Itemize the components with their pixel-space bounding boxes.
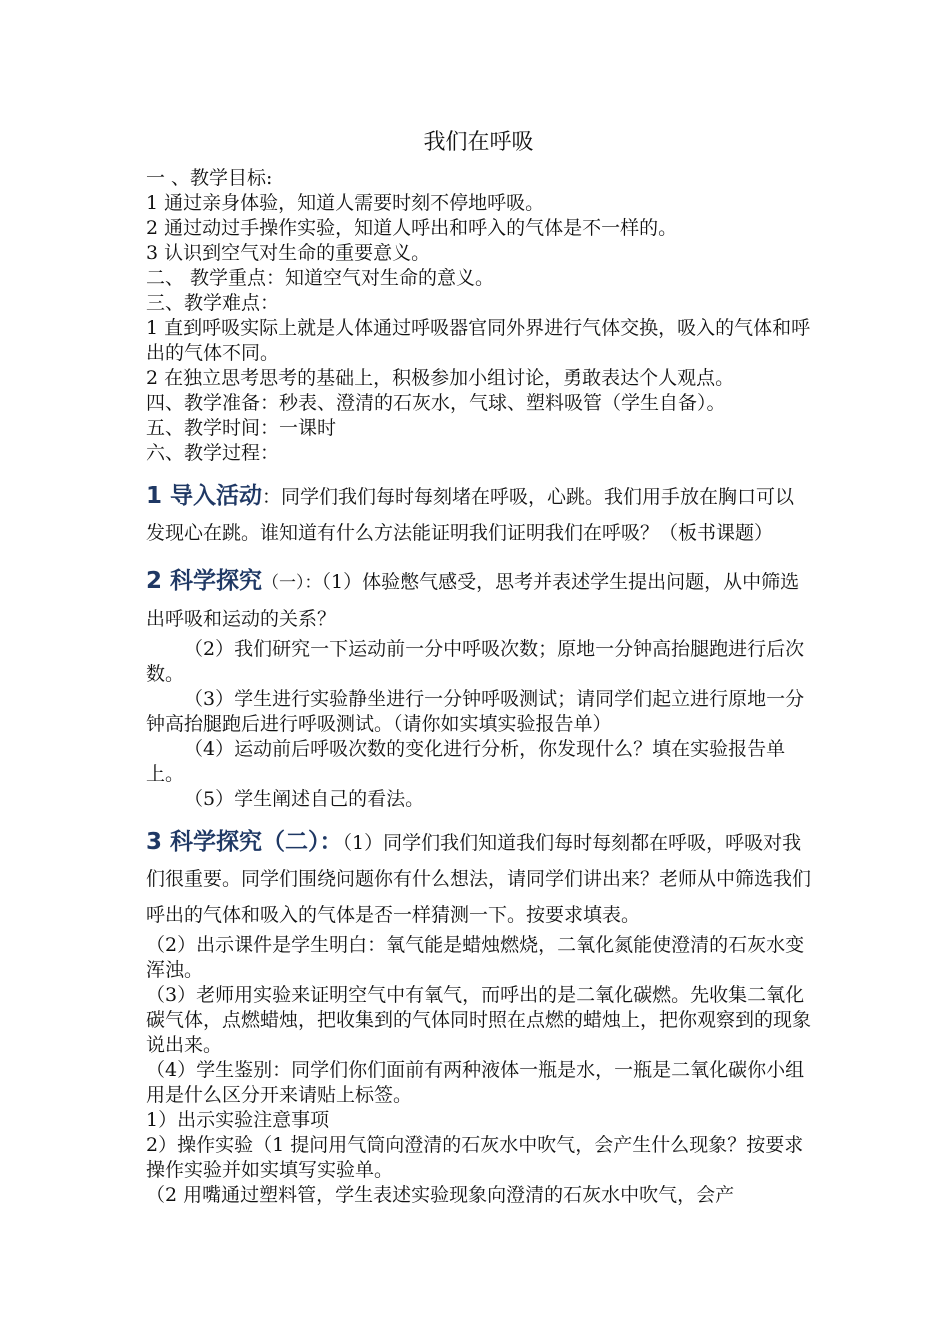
section3 — [146, 824, 811, 933]
key-point: 二、 教学重点：知道空气对生命的意义。 — [146, 267, 495, 289]
section2-text: （1）体验憋气感受，思考并表述学生提出问题，从中筛选出呼吸和运动的关系？ — [146, 571, 800, 630]
difficulty-heading: 三、教学难点： — [146, 292, 280, 314]
section2-heading: 2 科学探究 — [146, 568, 263, 594]
document-title: 我们在呼吸 — [423, 130, 534, 155]
goal-item: 2 通过动过手操作实验，知道人呼出和呼入的气体是不一样的。 — [146, 217, 678, 239]
section1-text: 同学们我们每时每刻堵在呼吸，心跳。我们用手放在胸口可以发现心在跳。谁知道有什么方法能证明我们证明我们在呼吸？（板书课题） — [146, 486, 795, 544]
goal-item: 1 通过亲身体验，知道人需要时刻不停地呼吸。 — [146, 192, 545, 214]
section3-text: （1）同学们我们知道我们每时每刻都在呼吸，呼吸对我们很重要。同学们围绕问题你有什么想法，请同学们讲出来？老师从中筛选我们呼出的气体和吸入的气体是否一样猜测一下。按要求填表。 — [146, 832, 812, 926]
goal-item: 3 认识到空气对生命的重要意义。 — [146, 242, 431, 264]
section3-item: （4）学生鉴别：同学们你们面前有两种液体一瓶是水，一瓶是二氧化碳你小组用是什么区分开来请贴上标签。 — [146, 1059, 805, 1106]
section1 — [146, 478, 811, 551]
section2 — [146, 563, 811, 637]
section3-item: （2 用嘴通过塑料管，学生表述实验现象向澄清的石灰水中吹气，会产 — [146, 1184, 735, 1206]
difficulty-item: 1 直到呼吸实际上就是人体通过呼吸器官同外界进行气体交换，吸入的气体和呼出的气体不同。 — [146, 317, 811, 364]
preparation: 四、教学准备：秒表、澄清的石灰水，气球、塑料吸管（学生自备）。 — [146, 392, 726, 414]
section2-item: （4）运动前后呼吸次数的变化进行分析，你发现什么？填在实验报告单上。 — [146, 738, 786, 785]
goals-heading: 一 、教学目标: — [146, 167, 273, 189]
section2-sub: （一）： — [262, 573, 322, 593]
process-heading: 六、教学过程： — [146, 442, 280, 464]
document-body — [146, 128, 811, 1208]
difficulty-item: 2 在独立思考思考的基础上，积极参加小组讨论，勇敢表达个人观点。 — [146, 367, 735, 389]
section3-item: （3）老师用实验来证明空气中有氧气，而呼出的是二氧化碳燃。先收集二氧化碳气体，点燃蜡烛，把收集到的气体同时照在点燃的蜡烛上，把你观察到的现象说出来。 — [146, 984, 812, 1056]
section3-item: （2）出示课件是学生明白：氧气能是蜡烛燃烧，二氧化氮能使澄清的石灰水变浑浊。 — [146, 934, 805, 981]
section2-item: （2）我们研究一下运动前一分中呼吸次数；原地一分钟高抬腿跑进行后次数。 — [146, 638, 805, 685]
section3-item: 2）操作实验（1 提问用气筒向澄清的石灰水中吹气，会产生什么现象？按要求操作实验并如实填写实验单。 — [146, 1134, 804, 1181]
section1-sep: ： — [262, 486, 282, 508]
section2-item: （5）学生阐述自己的看法。 — [184, 788, 425, 810]
section3-heading: 3 科学探究（二）： — [146, 829, 343, 855]
section3-item: 1）出示实验注意事项 — [146, 1109, 330, 1131]
section2-item: （3）学生进行实验静坐进行一分钟呼吸测试；请同学们起立进行原地一分钟高抬腿跑后进行呼吸测试。（请你如实填实验报告单） — [146, 688, 805, 735]
section1-heading: 1 导入活动 — [146, 483, 263, 509]
teaching-time: 五、教学时间：一课时 — [146, 417, 337, 439]
